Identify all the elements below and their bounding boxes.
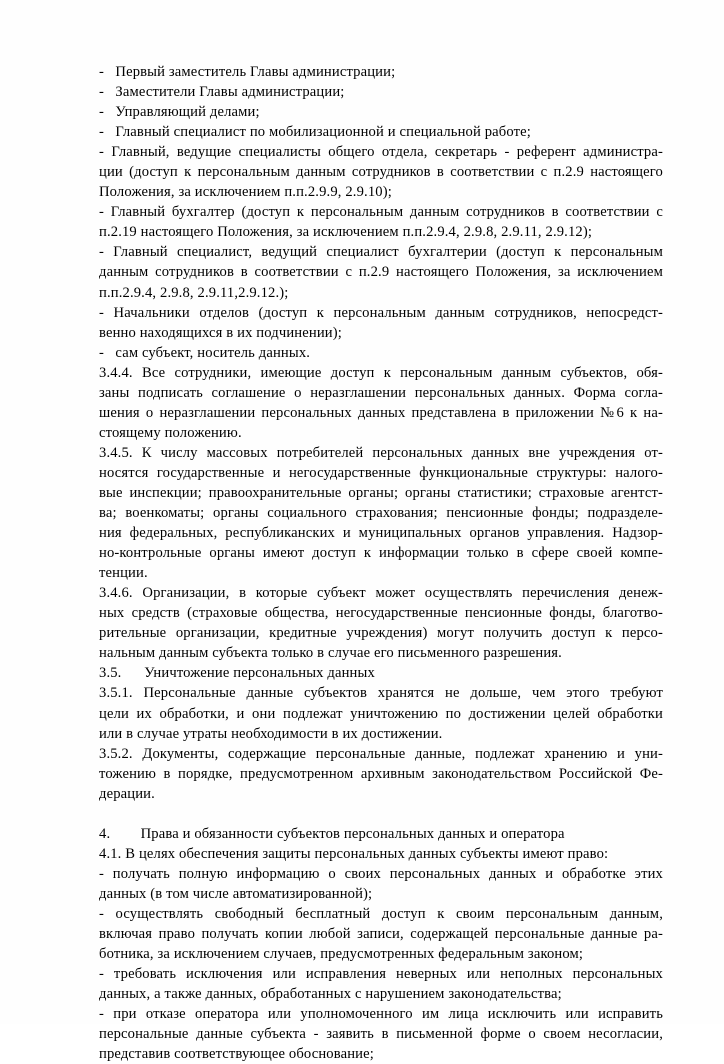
list-item: - осуществлять свободный бесплатный доступ к своим персональным данным, bbox=[99, 905, 663, 922]
text-line: или в случае утраты необходимости в их достижении. bbox=[99, 725, 443, 742]
list-item: - Первый заместитель Главы администрации; bbox=[99, 64, 396, 80]
list-item: - Главный, ведущие специалисты общего отдела, секретарь - референт администра- bbox=[99, 144, 663, 161]
text-line: данных (в том числе автоматизированной); bbox=[99, 885, 373, 902]
list-item: - сам субъект, носитель данных. bbox=[99, 344, 311, 361]
text-line: ции (доступ к персональным данным сотрудников в соответствии с п.2.9 настоящего bbox=[99, 164, 663, 181]
text-line: дерации. bbox=[99, 785, 155, 802]
list-item: - Главный специалист, ведущий специалист бухгалтерии (доступ к персональным bbox=[99, 244, 663, 261]
text-line: шения о неразглашении персональных данных представлена в приложении №6 к на- bbox=[99, 404, 663, 421]
list-item: - Заместители Главы администрации; bbox=[99, 84, 345, 101]
list-item: - Главный специалист по мобилизационной и специальной работе; bbox=[99, 124, 531, 141]
text-line: ва; военкоматы; органы социального страхования; пенсионные фонды; подразделе- bbox=[99, 505, 663, 522]
document-text-body bbox=[99, 62, 663, 1064]
list-item: - Главный бухгалтер (доступ к персональным данным сотрудников в соответствии с bbox=[99, 204, 663, 221]
text-line: данным сотрудников в соответствии с п.2.9 настоящего Положения, за исключением bbox=[99, 264, 663, 281]
text-line: ных средств (страховые общества, негосударственные пенсионные фонды, благотво- bbox=[99, 605, 663, 622]
text-line: но-контрольные органы имеют доступ к информации только в сфере своей компе- bbox=[99, 545, 663, 562]
text-line: представив соответствующее обоснование; bbox=[99, 1046, 374, 1063]
section-3-5-1-line: 3.5.1. Персональные данные субъектов хранятся не дольше, чем этого требуют bbox=[99, 685, 663, 702]
text-line: вые инспекции; правоохранительные органы; органы статистики; страховые агентст- bbox=[99, 484, 663, 501]
text-line: рительные организации, кредитные учреждения) могут получить доступ к персо- bbox=[99, 625, 663, 642]
list-item: - Управляющий делами; bbox=[99, 104, 260, 121]
section-3-4-5-line: 3.4.5. К числу массовых потребителей персональных данных вне учреждения от- bbox=[99, 444, 663, 461]
list-item: - требовать исключения или исправления неверных или неполных персональных bbox=[99, 966, 663, 983]
text-line: заны подписать соглашение о неразглашении персональных данных. Форма согла- bbox=[99, 384, 663, 401]
list-item: - при отказе оператора или уполномоченного им лица исключить или исправить bbox=[99, 1006, 663, 1023]
text-line: тенции. bbox=[99, 565, 148, 582]
section-4-1-line: 4.1. В целях обеспечения защиты персональных данных субъекты имеют право: bbox=[99, 845, 609, 862]
text-line: ботника, за исключением случаев, предусмотренных федеральным законом; bbox=[99, 946, 584, 963]
list-item: - Начальники отделов (доступ к персональным данным сотрудников, непосредст- bbox=[99, 304, 663, 321]
text-line: персональные данные субъекта - заявить в письменной форме о своем несогласии, bbox=[99, 1026, 663, 1043]
text-line: п.п.2.9.4, 2.9.8, 2.9.11,2.9.12.); bbox=[99, 284, 289, 301]
section-3-5-2-line: 3.5.2. Документы, содержащие персональные данные, подлежат хранению и уни- bbox=[99, 745, 663, 762]
text-line: тожению в порядке, предусмотренном архивным законодательством Российской Фе- bbox=[99, 765, 663, 782]
text-line: включая право получать копии любой записи, содержащей персональные данные ра- bbox=[99, 926, 663, 943]
section-4-heading: 4. Права и обязанности субъектов персональных данных и оператора bbox=[99, 825, 565, 842]
text-line: Положения, за исключением п.п.2.9.9, 2.9.10); bbox=[99, 184, 392, 201]
text-line: стоящему положению. bbox=[99, 424, 242, 441]
text-line: нальным данным субъекта только в случае его письменного разрешения. bbox=[99, 645, 562, 662]
text-line: п.2.19 настоящего Положения, за исключением п.п.2.9.4, 2.9.8, 2.9.11, 2.9.12); bbox=[99, 224, 593, 241]
section-3-4-6-line: 3.4.6. Организации, в которые субъект может осуществлять перечисления денеж- bbox=[99, 585, 663, 602]
text-line: венно находящихся в их подчинении); bbox=[99, 324, 342, 341]
text-line: ния федеральных, республиканских и муниципальных органов управления. Надзор- bbox=[99, 525, 663, 542]
section-3-4-4-line: 3.4.4. Все сотрудники, имеющие доступ к персональным данным субъектов, обя- bbox=[99, 364, 663, 381]
list-item: - получать полную информацию о своих персональных данных и обработке этих bbox=[99, 865, 663, 882]
text-line: цели их обработки, и они подлежат уничтожению по достижении целей обработки bbox=[99, 705, 663, 722]
paragraph-spacer bbox=[99, 804, 663, 824]
text-line: данных, а также данных, обработанных с нарушением законодательства; bbox=[99, 986, 562, 1003]
section-3-5-heading: 3.5. Уничтожение персональных данных bbox=[99, 665, 375, 682]
text-line: носятся государственные и негосударственные функциональные структуры: налого- bbox=[99, 464, 663, 481]
